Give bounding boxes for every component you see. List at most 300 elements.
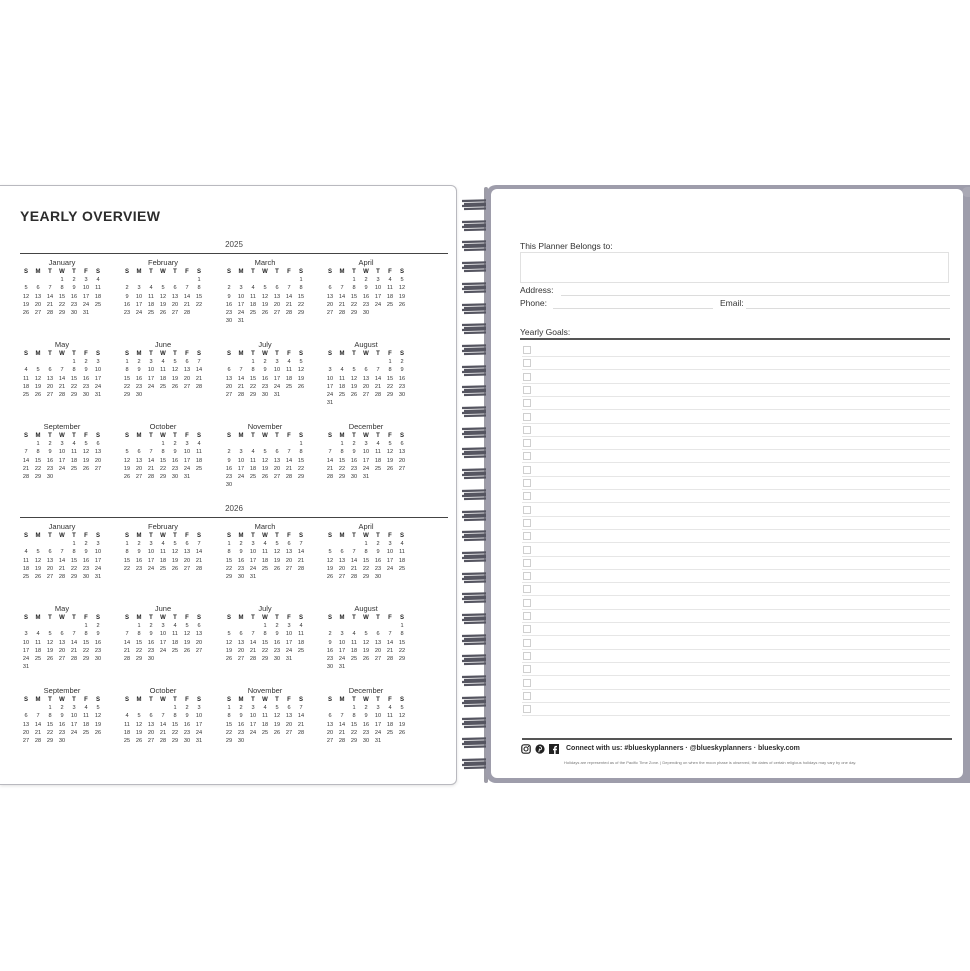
weekday-letter: W <box>59 351 65 357</box>
day-number: 6 <box>376 631 380 638</box>
day-number: 14 <box>195 367 203 374</box>
goal-checkbox[interactable] <box>523 426 531 434</box>
week-row <box>324 358 408 366</box>
year-heading: 2026 <box>20 503 448 518</box>
day-number: 14 <box>285 293 293 300</box>
goal-checkbox[interactable] <box>523 559 531 567</box>
day-number: 15 <box>123 375 131 382</box>
day-number: 18 <box>123 729 131 736</box>
goal-line[interactable] <box>522 449 950 463</box>
day-number <box>169 655 181 663</box>
day-number: 4 <box>251 285 255 292</box>
day-number: 8 <box>299 449 303 456</box>
day-number <box>271 317 283 325</box>
goal-line[interactable] <box>522 649 950 663</box>
weekday-letter: T <box>48 269 52 275</box>
phone-line[interactable] <box>553 308 713 309</box>
day-number: 2 <box>96 623 100 630</box>
pinterest-icon[interactable] <box>535 744 545 754</box>
day-number: 11 <box>339 375 345 382</box>
day-number: 6 <box>287 705 291 712</box>
weekday-letter: F <box>84 533 88 539</box>
day-number: 22 <box>225 729 233 736</box>
weekday-letter: W <box>363 533 369 539</box>
day-number: 10 <box>147 549 155 556</box>
weekday-letter: T <box>376 697 380 703</box>
month-calendar <box>324 258 408 317</box>
day-number: 29 <box>350 737 358 744</box>
day-number: 23 <box>237 729 245 736</box>
day-number: 10 <box>159 631 167 638</box>
weekday-letter: T <box>251 351 255 357</box>
goal-checkbox[interactable] <box>523 652 531 660</box>
day-number: 19 <box>183 639 191 646</box>
day-number: 9 <box>137 549 141 556</box>
goal-checkbox[interactable] <box>523 466 531 474</box>
week-row <box>324 375 408 383</box>
goal-line[interactable] <box>522 476 950 490</box>
day-number: 5 <box>388 441 392 448</box>
weekday-header <box>324 614 408 622</box>
day-number: 11 <box>160 549 166 556</box>
weekday-letter: T <box>149 269 153 275</box>
day-number: 4 <box>173 623 177 630</box>
goal-checkbox[interactable] <box>523 519 531 527</box>
day-number: 8 <box>125 367 129 374</box>
goal-line[interactable] <box>522 689 950 703</box>
day-number: 1 <box>340 441 344 448</box>
goal-checkbox[interactable] <box>523 679 531 687</box>
goal-line[interactable] <box>522 596 950 610</box>
day-number <box>283 391 295 399</box>
day-number: 22 <box>135 647 143 654</box>
day-number: 15 <box>159 457 167 464</box>
goal-checkbox[interactable] <box>523 692 531 700</box>
weekday-letter: S <box>226 533 231 539</box>
goal-checkbox[interactable] <box>523 532 531 540</box>
goal-line[interactable] <box>522 556 950 570</box>
day-number: 16 <box>58 721 66 728</box>
day-number: 8 <box>161 449 165 456</box>
day-number: 17 <box>70 721 78 728</box>
day-number: 16 <box>147 639 155 646</box>
day-number: 4 <box>263 541 267 548</box>
goal-checkbox[interactable] <box>523 439 531 447</box>
day-number <box>271 481 283 489</box>
weekday-letter: S <box>124 697 129 703</box>
month-name: August <box>354 340 378 349</box>
weekday-letter: T <box>72 351 76 357</box>
weekday-letter: T <box>376 615 380 621</box>
goal-line[interactable] <box>522 702 950 716</box>
day-number: 23 <box>123 309 131 316</box>
day-number: 20 <box>34 301 42 308</box>
weekday-letter: M <box>238 533 244 539</box>
goal-line[interactable] <box>522 383 950 397</box>
day-number: 28 <box>237 391 245 398</box>
day-number <box>44 540 56 548</box>
day-number: 5 <box>352 367 356 374</box>
day-number: 26 <box>326 573 334 580</box>
goal-checkbox[interactable] <box>523 492 531 500</box>
day-number: 8 <box>48 713 52 720</box>
week-row <box>121 639 205 647</box>
day-number: 24 <box>135 309 143 316</box>
month-name: October <box>149 686 177 695</box>
day-number: 3 <box>96 541 100 548</box>
day-number: 9 <box>149 631 153 638</box>
weekday-letter: F <box>388 615 392 621</box>
goal-checkbox[interactable] <box>523 373 531 381</box>
day-number: 27 <box>147 737 155 744</box>
goal-checkbox[interactable] <box>523 479 531 487</box>
weekday-header <box>121 350 205 358</box>
day-number: 20 <box>237 647 245 654</box>
day-number: 4 <box>84 705 88 712</box>
day-number: 17 <box>374 293 382 300</box>
week-row <box>223 448 307 456</box>
month-name: September <box>43 422 81 431</box>
week-row <box>324 383 408 391</box>
week-row <box>324 704 408 712</box>
day-number: 5 <box>227 631 231 638</box>
goal-line[interactable] <box>522 662 950 676</box>
yearly-goals-label: Yearly Goals: <box>520 327 571 337</box>
week-row <box>121 647 205 655</box>
day-number <box>295 481 307 489</box>
day-number: 2 <box>137 541 141 548</box>
instagram-icon[interactable] <box>521 744 531 754</box>
day-number <box>348 663 360 671</box>
day-number: 23 <box>225 473 233 480</box>
goal-line[interactable] <box>522 396 950 410</box>
day-number: 2 <box>275 623 279 630</box>
day-number: 1 <box>72 541 76 548</box>
goal-line[interactable] <box>522 489 950 503</box>
goal-checkbox[interactable] <box>523 639 531 647</box>
day-number: 12 <box>159 293 167 300</box>
weekday-header <box>121 614 205 622</box>
day-number: 15 <box>261 639 269 646</box>
day-number: 1 <box>36 441 40 448</box>
weekday-letter: T <box>251 615 255 621</box>
day-number: 30 <box>147 655 155 662</box>
day-number: 20 <box>183 375 191 382</box>
week-row <box>121 293 205 301</box>
day-number: 5 <box>36 367 40 374</box>
day-number: 5 <box>36 549 40 556</box>
day-number <box>157 276 169 284</box>
day-number: 16 <box>398 375 406 382</box>
day-number: 9 <box>376 549 380 556</box>
day-number: 12 <box>82 449 90 456</box>
goal-line[interactable] <box>522 516 950 530</box>
day-number <box>44 358 56 366</box>
day-number: 11 <box>351 639 357 646</box>
week-row <box>20 540 104 548</box>
day-number: 8 <box>60 285 64 292</box>
day-number: 23 <box>374 565 382 572</box>
weekday-letter: S <box>124 615 129 621</box>
day-number: 27 <box>362 391 370 398</box>
day-number: 7 <box>60 367 64 374</box>
day-number: 21 <box>22 465 30 472</box>
month-name: December <box>348 686 384 695</box>
day-number: 21 <box>195 557 203 564</box>
day-number <box>283 737 295 745</box>
day-number: 6 <box>36 285 40 292</box>
day-number: 7 <box>197 541 201 548</box>
day-number: 29 <box>398 655 406 662</box>
month-name: March <box>254 522 276 531</box>
day-number: 17 <box>94 375 102 382</box>
goal-line[interactable] <box>522 582 950 596</box>
day-number: 18 <box>34 647 42 654</box>
day-number <box>324 622 336 630</box>
day-number: 3 <box>149 359 153 366</box>
day-number: 5 <box>173 359 177 366</box>
month-calendar <box>121 522 205 573</box>
weekday-letter: S <box>298 533 303 539</box>
day-number: 6 <box>48 549 52 556</box>
day-number: 29 <box>82 655 90 662</box>
week-row <box>20 309 104 317</box>
weekday-letter: T <box>72 615 76 621</box>
day-number <box>145 276 157 284</box>
weekday-letter: F <box>84 615 88 621</box>
day-number: 21 <box>237 383 245 390</box>
goal-line[interactable] <box>522 676 950 690</box>
weekday-letter: T <box>352 533 356 539</box>
day-number: 19 <box>362 647 370 654</box>
day-number: 24 <box>183 465 191 472</box>
day-number: 17 <box>249 721 257 728</box>
goal-line[interactable] <box>522 569 950 583</box>
goal-line[interactable] <box>522 609 950 623</box>
day-number: 8 <box>388 367 392 374</box>
day-number: 17 <box>94 557 102 564</box>
owner-name-field[interactable] <box>520 252 949 283</box>
day-number: 27 <box>171 309 179 316</box>
goal-checkbox[interactable] <box>523 585 531 593</box>
day-number: 27 <box>273 309 281 316</box>
month-name: December <box>348 422 384 431</box>
day-number <box>271 573 283 581</box>
day-number: 14 <box>374 375 382 382</box>
day-number: 24 <box>147 565 155 572</box>
weekday-letter: S <box>95 533 100 539</box>
day-number: 13 <box>273 293 281 300</box>
day-number: 7 <box>376 367 380 374</box>
weekday-letter: W <box>262 697 268 703</box>
day-number: 29 <box>261 655 269 662</box>
day-number: 5 <box>400 277 404 284</box>
goal-line[interactable] <box>522 529 950 543</box>
weekday-letter: M <box>35 533 41 539</box>
day-number <box>295 317 307 325</box>
weekday-letter: S <box>95 615 100 621</box>
weekday-letter: F <box>287 269 291 275</box>
day-number: 22 <box>123 383 131 390</box>
day-number: 14 <box>22 457 30 464</box>
goal-checkbox[interactable] <box>523 359 531 367</box>
weekday-letter: S <box>23 697 28 703</box>
facebook-icon[interactable] <box>549 744 559 754</box>
week-row <box>223 557 307 565</box>
goal-checkbox[interactable] <box>523 705 531 713</box>
day-number: 29 <box>350 309 358 316</box>
goal-checkbox[interactable] <box>523 665 531 673</box>
goal-line[interactable] <box>522 622 950 636</box>
goal-checkbox[interactable] <box>523 625 531 633</box>
day-number: 24 <box>326 391 334 398</box>
goal-checkbox[interactable] <box>523 546 531 554</box>
day-number: 12 <box>297 367 305 374</box>
goal-checkbox[interactable] <box>523 413 531 421</box>
day-number: 23 <box>261 383 269 390</box>
goal-checkbox[interactable] <box>523 612 531 620</box>
day-number: 11 <box>23 557 29 564</box>
day-number: 24 <box>94 565 102 572</box>
goal-checkbox[interactable] <box>523 386 531 394</box>
week-row <box>121 440 205 448</box>
day-number <box>295 655 307 663</box>
day-number: 9 <box>84 549 88 556</box>
day-number: 18 <box>386 293 394 300</box>
day-number: 19 <box>326 565 334 572</box>
day-number: 29 <box>225 573 233 580</box>
day-number: 20 <box>326 301 334 308</box>
day-number: 4 <box>340 367 344 374</box>
day-number: 10 <box>94 549 102 556</box>
day-number: 8 <box>352 285 356 292</box>
day-number: 3 <box>72 705 76 712</box>
week-row <box>20 565 104 573</box>
goal-line[interactable] <box>522 436 950 450</box>
day-number <box>20 440 32 448</box>
goal-checkbox[interactable] <box>523 346 531 354</box>
day-number: 5 <box>96 705 100 712</box>
day-number: 3 <box>161 623 165 630</box>
day-number: 14 <box>34 721 42 728</box>
day-number: 2 <box>84 359 88 366</box>
weekday-letter: W <box>363 697 369 703</box>
goal-checkbox[interactable] <box>523 506 531 514</box>
day-number: 31 <box>195 737 203 744</box>
connect-with-us-text: Connect with us: #blueskyplanners · @blueskyplanners · bluesky.com <box>566 745 800 752</box>
week-row <box>324 573 408 581</box>
day-number <box>223 358 235 366</box>
day-number <box>384 622 396 630</box>
goal-line[interactable] <box>522 410 950 424</box>
goal-checkbox[interactable] <box>523 572 531 580</box>
month-calendar <box>20 258 104 317</box>
day-number: 13 <box>94 449 102 456</box>
month-name: July <box>258 604 272 613</box>
weekday-letter: W <box>59 269 65 275</box>
day-number <box>32 704 44 712</box>
day-number: 11 <box>399 549 405 556</box>
day-number: 23 <box>273 647 281 654</box>
month-calendar <box>121 340 205 399</box>
goal-line[interactable] <box>522 343 950 357</box>
goal-line[interactable] <box>522 503 950 517</box>
week-row <box>20 457 104 465</box>
day-number: 14 <box>195 549 203 556</box>
day-number <box>145 704 157 712</box>
day-number: 5 <box>263 449 267 456</box>
day-number <box>20 540 32 548</box>
day-number: 3 <box>376 277 380 284</box>
goal-line[interactable] <box>522 463 950 477</box>
day-number: 23 <box>183 729 191 736</box>
week-row <box>324 440 408 448</box>
day-number: 13 <box>326 293 334 300</box>
weekday-letter: M <box>238 433 244 439</box>
goal-line[interactable] <box>522 543 950 557</box>
day-number: 19 <box>22 301 30 308</box>
day-number: 25 <box>249 309 257 316</box>
day-number: 2 <box>185 705 189 712</box>
week-row <box>121 366 205 374</box>
day-number: 3 <box>84 277 88 284</box>
week-row <box>324 655 408 663</box>
day-number: 24 <box>374 301 382 308</box>
day-number: 5 <box>125 449 129 456</box>
weekday-letter: S <box>226 615 231 621</box>
day-number: 1 <box>227 705 231 712</box>
day-number: 18 <box>94 293 102 300</box>
goal-line[interactable] <box>522 636 950 650</box>
day-number: 3 <box>149 541 153 548</box>
day-number: 21 <box>326 465 334 472</box>
day-number: 22 <box>171 729 179 736</box>
day-number: 3 <box>340 631 344 638</box>
weekday-letter: F <box>388 533 392 539</box>
day-number: 11 <box>387 285 393 292</box>
goal-checkbox[interactable] <box>523 399 531 407</box>
weekday-letter: M <box>339 433 345 439</box>
day-number: 24 <box>195 729 203 736</box>
day-number <box>247 737 259 745</box>
day-number <box>133 440 145 448</box>
day-number: 2 <box>125 285 129 292</box>
address-line[interactable] <box>561 295 950 296</box>
day-number: 18 <box>159 557 167 564</box>
day-number: 11 <box>286 367 292 374</box>
goal-checkbox[interactable] <box>523 599 531 607</box>
day-number <box>133 704 145 712</box>
day-number: 28 <box>285 309 293 316</box>
day-number: 15 <box>362 557 370 564</box>
day-number <box>235 622 247 630</box>
email-line[interactable] <box>746 308 950 309</box>
day-number: 19 <box>171 375 179 382</box>
day-number: 13 <box>22 721 30 728</box>
weekday-letter: W <box>160 351 166 357</box>
goals-divider <box>520 338 950 340</box>
goal-line[interactable] <box>522 356 950 370</box>
day-number: 23 <box>398 383 406 390</box>
goal-line[interactable] <box>522 423 950 437</box>
goal-checkbox[interactable] <box>523 452 531 460</box>
day-number: 14 <box>285 457 293 464</box>
goal-line[interactable] <box>522 370 950 384</box>
weekday-letter: S <box>196 351 201 357</box>
day-number: 16 <box>82 375 90 382</box>
week-row <box>223 712 307 720</box>
day-number: 30 <box>58 737 66 744</box>
